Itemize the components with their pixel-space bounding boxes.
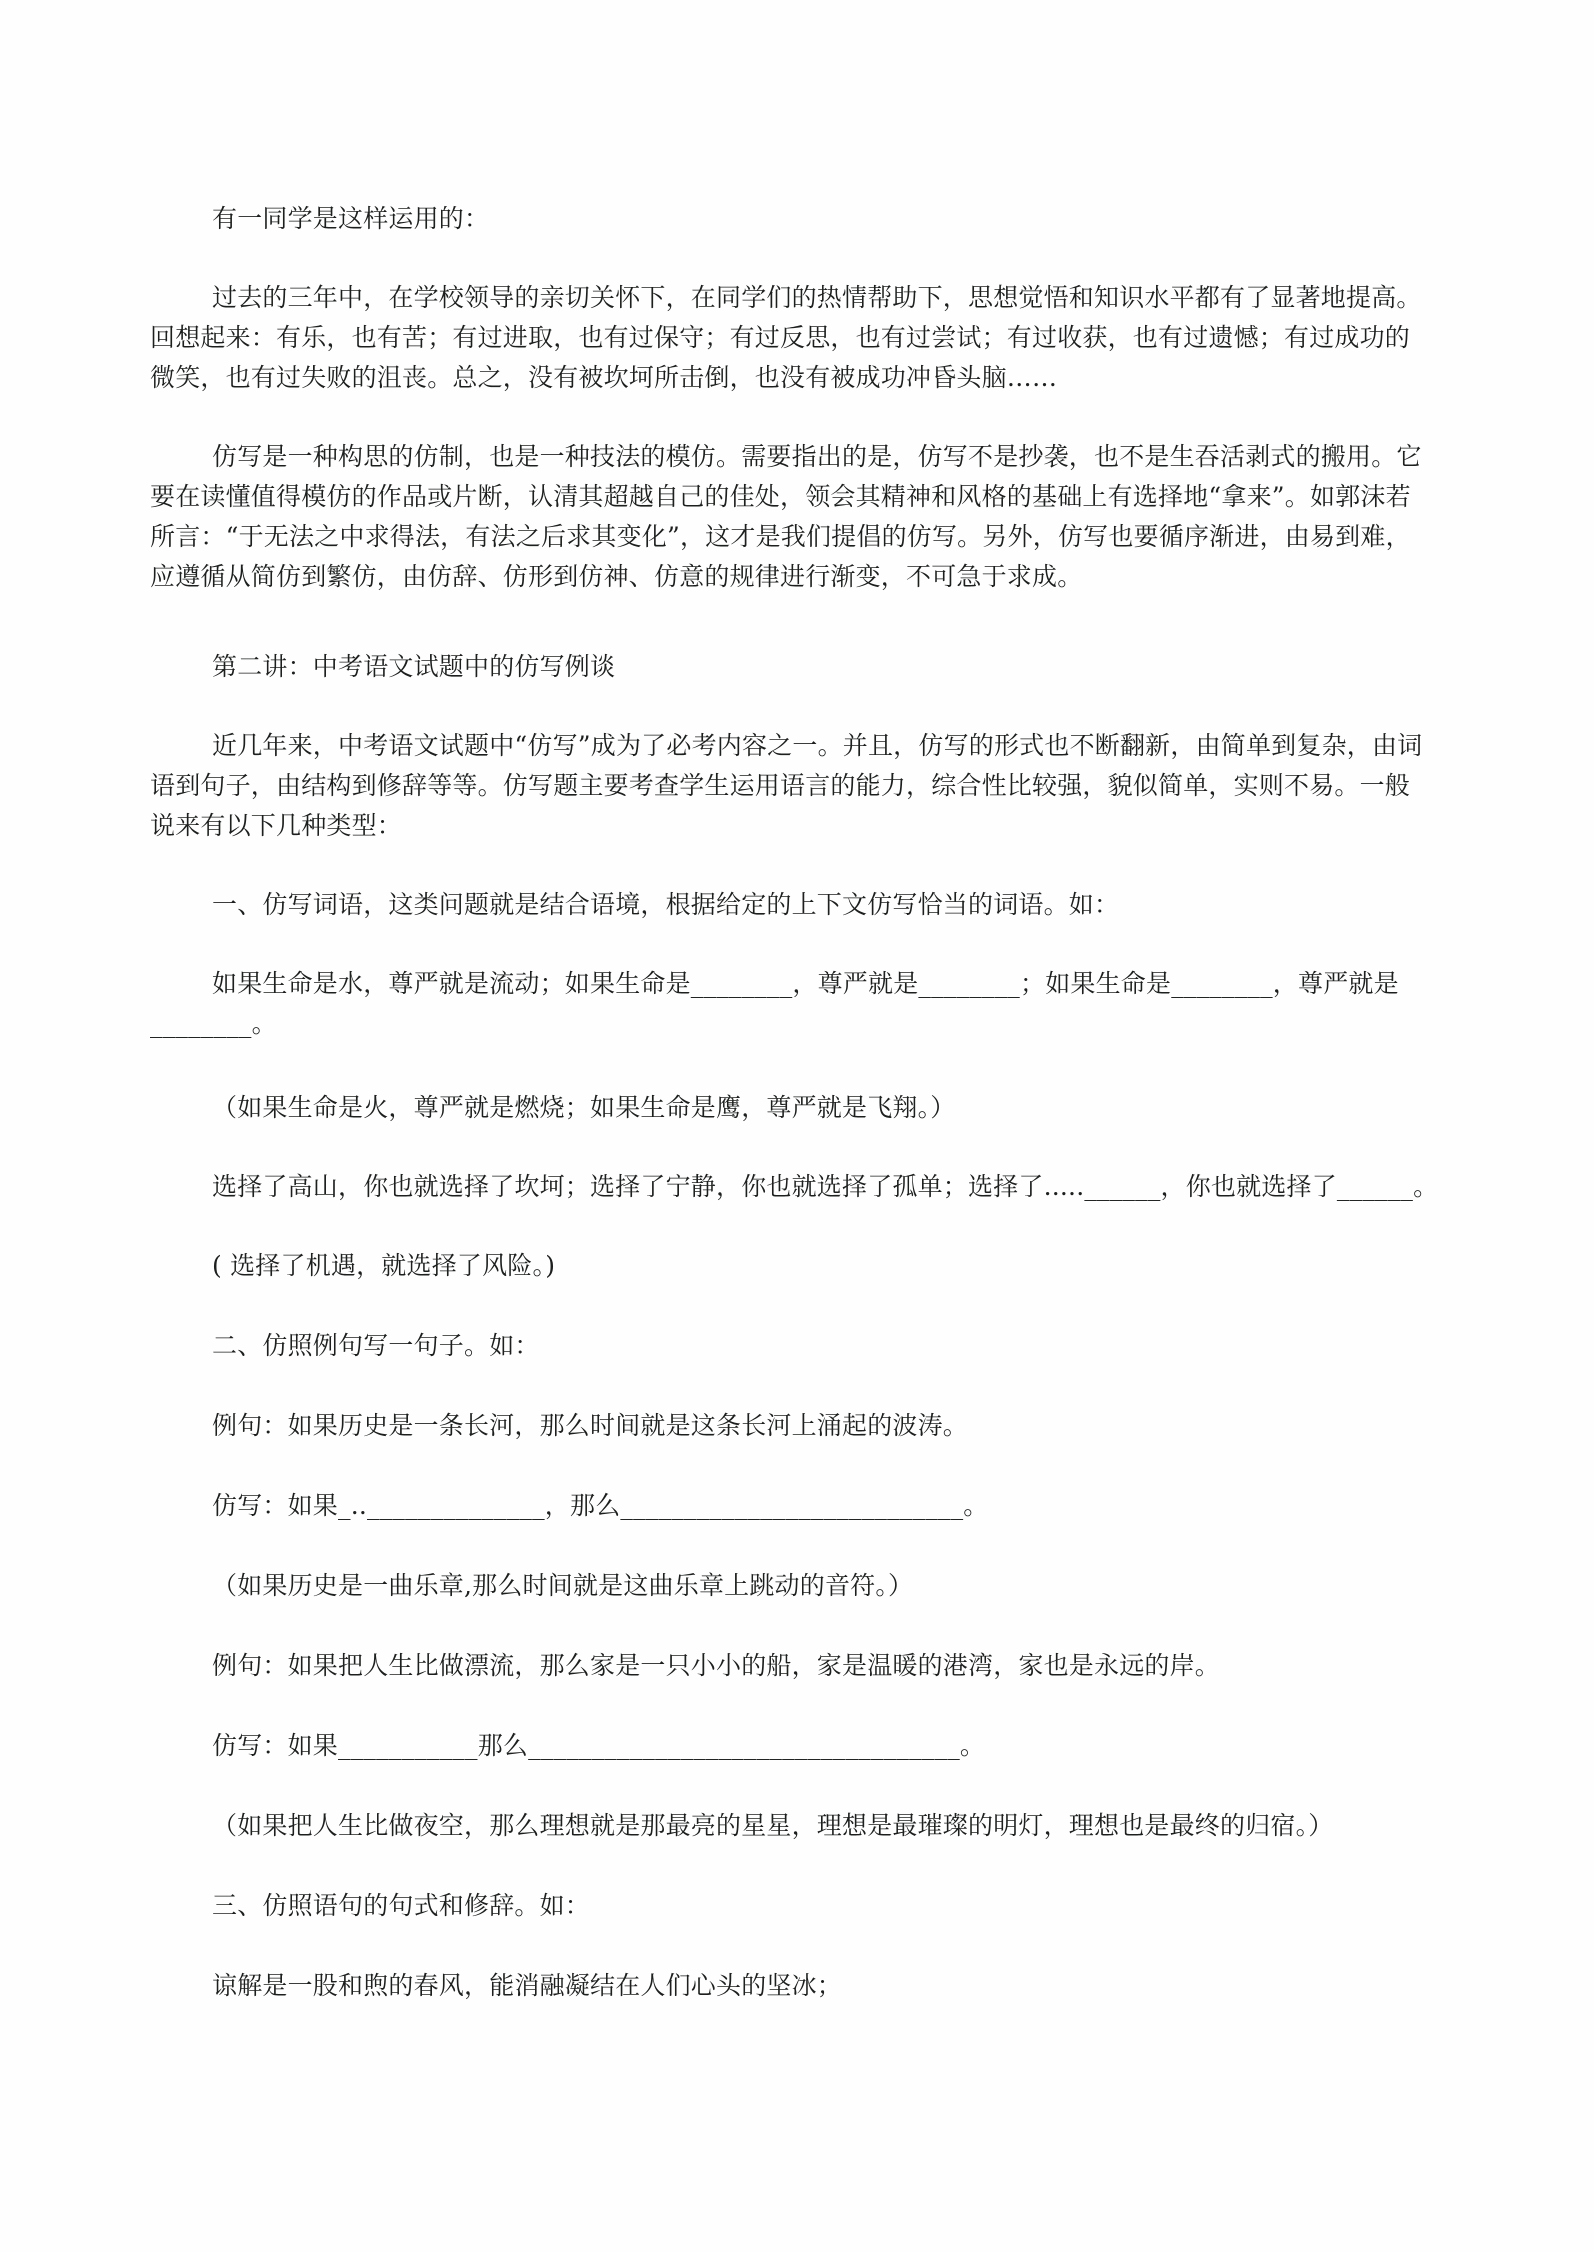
section-heading-lecture-2: 第二讲：中考语文试题中的仿写例谈	[212, 652, 616, 681]
paragraph-intro-usage: 有一同学是这样运用的：	[212, 204, 490, 233]
text-line: 如果生命是水，尊严就是流动；如果生命是________，尊严就是________；如果生命是________，尊严就是	[212, 969, 1399, 998]
paragraph-example-life-drift: 例句：如果把人生比做漂流，那么家是一只小小的船，家是温暖的港湾，家也是永远的岸。	[212, 1651, 1221, 1680]
paragraph-answer-history: （如果历史是一曲乐章,那么时间就是这曲乐章上跳动的音符。）	[212, 1571, 914, 1600]
text-line: 所言：“于无法之中求得法，有法之后求其变化”，这才是我们提倡的仿写。另外，仿写也要循序渐进，由易到难，	[150, 522, 1411, 551]
text-line: 应遵循从简仿到繁仿，由仿辞、仿形到仿神、仿意的规律进行渐变，不可急于求成。	[150, 562, 1083, 591]
paragraph-exercise-choice: 选择了高山，你也就选择了坎坷；选择了宁静，你也就选择了孤单；选择了.....______，你也就选择了______。	[212, 1172, 1439, 1201]
text-line: 过去的三年中，在学校领导的亲切关怀下，在同学们的热情帮助下，思想觉悟和知识水平都有了显著地提高。	[212, 283, 1422, 312]
text-line: 语到句子，由结构到修辞等等。仿写题主要考查学生运用语言的能力，综合性比较强，貌似简单，实则不易。一般	[150, 771, 1411, 800]
paragraph-answer-choice: ( 选择了机遇，就选择了风险。)	[212, 1251, 556, 1280]
paragraph-exam-overview	[150, 726, 1540, 846]
paragraph-answer-life-dignity: （如果生命是火，尊严就是燃烧；如果生命是鹰，尊严就是飞翔。）	[212, 1093, 956, 1122]
text-line: 说来有以下几种类型：	[150, 811, 403, 840]
paragraph-exercise-life-drift: 仿写：如果___________那么__________________________________。	[212, 1731, 986, 1760]
text-line: 微笑，也有过失败的沮丧。总之，没有被坎坷所击倒，也没有被成功冲昏头脑……	[150, 363, 1058, 392]
paragraph-type-2-heading: 二、仿照例句写一句子。如：	[212, 1331, 540, 1360]
paragraph-exercise-life-dignity	[150, 964, 1540, 1044]
text-line: 近几年来，中考语文试题中“仿写”成为了必考内容之一。并且，仿写的形式也不断翻新，由简单到复杂，由词	[212, 731, 1423, 760]
paragraph-example-history: 例句：如果历史是一条长河，那么时间就是这条长河上涌起的波涛。	[212, 1411, 969, 1440]
paragraph-answer-night-sky: （如果把人生比做夜空，那么理想就是那最亮的星星，理想是最璀璨的明灯，理想也是最终的归宿。）	[212, 1811, 1334, 1840]
paragraph-type-3-heading: 三、仿照语句的句式和修辞。如：	[212, 1891, 591, 1920]
text-line: 回想起来：有乐，也有苦；有过进取，也有过保守；有过反思，也有过尝试；有过收获，也有过遗憾；有过成功的	[150, 323, 1411, 352]
paragraph-example-text	[150, 278, 1540, 398]
paragraph-imitation-definition	[150, 437, 1540, 597]
text-line: 仿写是一种构思的仿制，也是一种技法的模仿。需要指出的是，仿写不是抄袭，也不是生吞活剥式的搬用。它	[212, 442, 1422, 471]
paragraph-exercise-history: 仿写：如果_..______________，那么___________________________。	[212, 1491, 989, 1520]
text-line: 要在读懂值得模仿的作品或片断，认清其超越自己的佳处，领会其精神和风格的基础上有选择地“拿来”。如郭沫若	[150, 482, 1411, 511]
paragraph-type-1-heading: 一、仿写词语，这类问题就是结合语境，根据给定的上下文仿写恰当的词语。如：	[212, 890, 1120, 919]
paragraph-example-forgiveness: 谅解是一股和煦的春风，能消融凝结在人们心头的坚冰；	[212, 1971, 843, 2000]
text-line: ________。	[150, 1009, 277, 1038]
